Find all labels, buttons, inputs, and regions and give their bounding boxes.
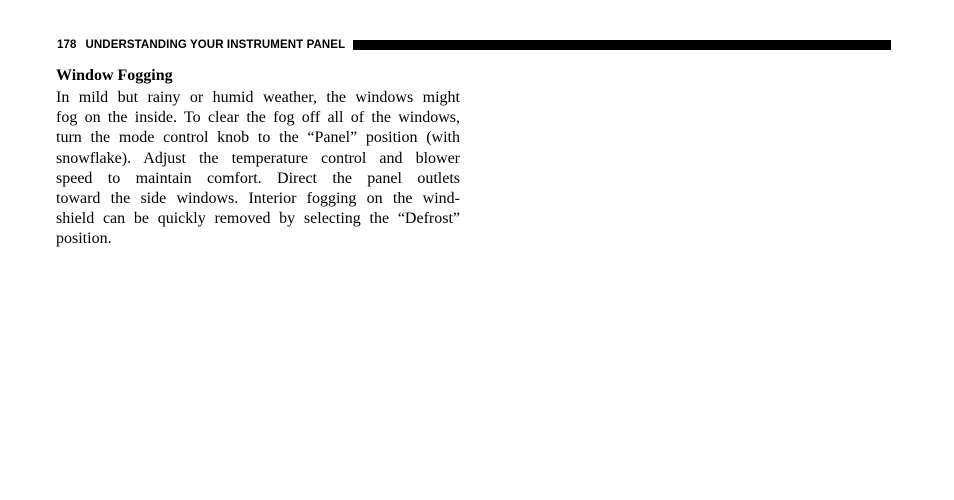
section-heading: Window Fogging	[56, 67, 173, 84]
page-number: 178	[57, 39, 77, 51]
paragraph-line: toward the side windows. Interior fogging on the wind-	[56, 190, 460, 208]
paragraph-line: turn the mode control knob to the “Panel” position (with	[56, 129, 460, 147]
paragraph-line: speed to maintain comfort. Direct the panel outlets	[56, 169, 460, 187]
paragraph-line: snowflake). Adjust the temperature control and blower	[56, 149, 460, 167]
paragraph-line: fog on the inside. To clear the fog off all of the windows,	[56, 109, 460, 127]
running-header	[57, 38, 891, 52]
paragraph-line: shield can be quickly removed by selecting the “Defrost”	[56, 210, 460, 228]
section-title: UNDERSTANDING YOUR INSTRUMENT PANEL	[85, 39, 346, 51]
paragraph-line: position.	[56, 230, 112, 248]
header-rule	[353, 40, 891, 50]
body-paragraph	[56, 88, 460, 250]
paragraph-line: In mild but rainy or humid weather, the windows might	[56, 89, 460, 106]
